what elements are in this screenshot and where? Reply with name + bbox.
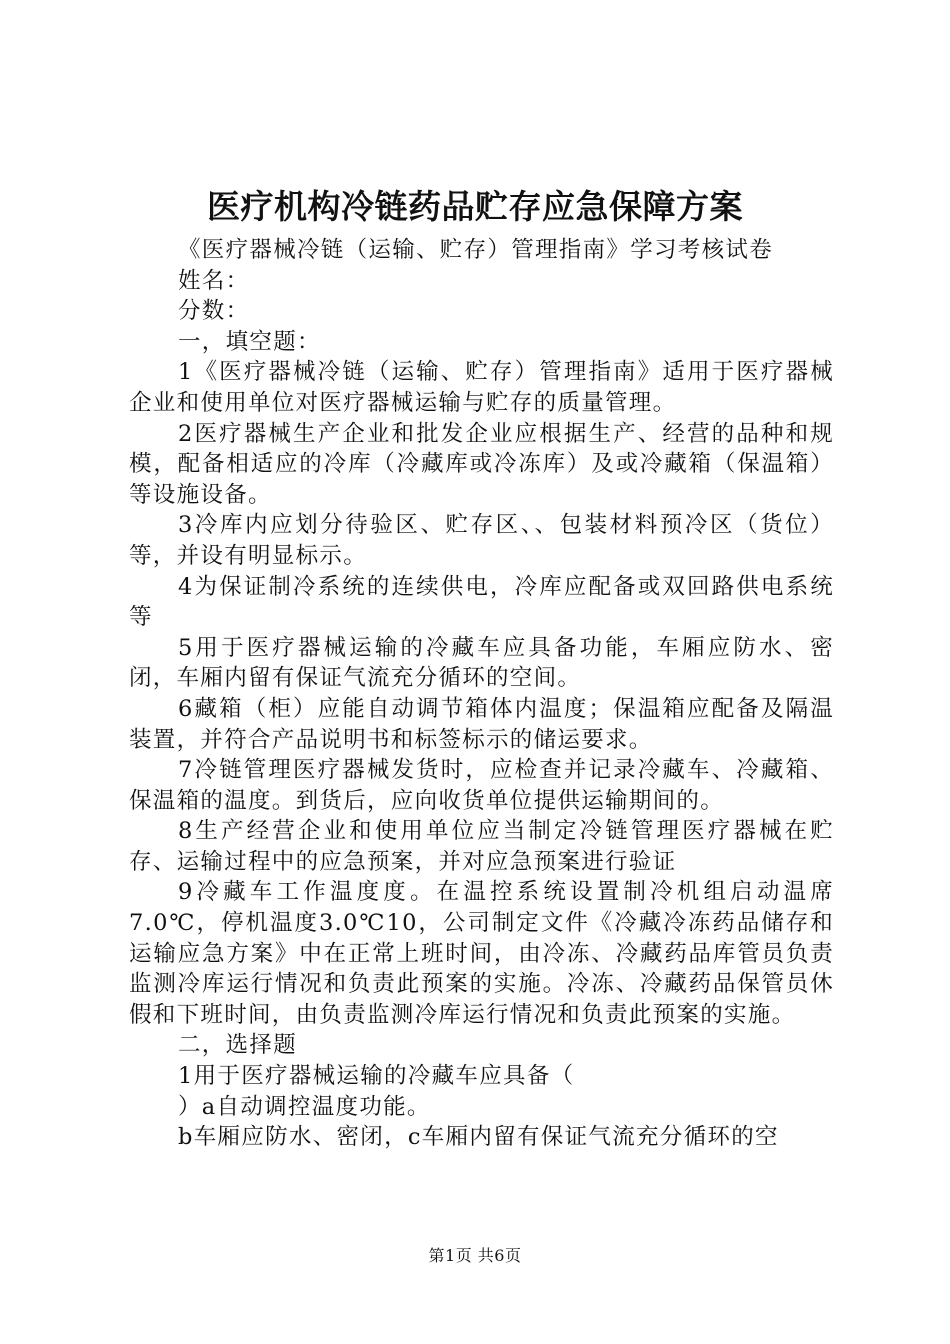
paragraph: 1用于医疗器械运输的冷藏车应具备（ (178, 1063, 575, 1090)
paragraph: 3冷库内应划分待验区、贮存区、、包装材料预冷区（货位）等，并设有明显标示。 (129, 512, 834, 569)
paragraph: ）a自动调控温度功能。 (178, 1093, 431, 1120)
paragraph: 二，选择题 (178, 1032, 298, 1059)
paragraph: 9冷藏车工作温度度。在温控系统设置制冷机组启动温席7.0℃，停机温度3.0℃10，公司制定文件《冷藏冷冻药品储存和运输应急方案》中在正常上班时间，由冷冻、冷藏药品库管员负责监测冷库运行情况和负责此预案的实施。冷冻、冷藏药品保管员休假和下班时间，由负责监测冷库运行情况和负责此预案的实施。 (129, 879, 834, 1028)
paragraph: 1《医疗器械冷链（运输、贮存）管理指南》适用于医疗器械企业和使用单位对医疗器械运输与贮存的质量管理。 (129, 359, 834, 416)
paragraph: 4为保证制冷系统的连续供电，冷库应配备或双回路供电系统等 (129, 573, 834, 631)
paragraph: 7冷链管理医疗器械发货时，应检查并记录冷藏车、冷藏箱、保温箱的温度。到货后，应向收货单位提供运输期间的。 (129, 757, 834, 814)
paragraph: 6藏箱（柜）应能自动调节箱体内温度；保温箱应配备及隔温装置，并符合产品说明书和标签标示的储运要求。 (129, 695, 834, 753)
page-footer: 第1页 共6页 (428, 1246, 522, 1265)
paragraph: 《医疗器械冷链（运输、贮存）管理指南》学习考核试卷 (178, 237, 774, 263)
paragraph: 5用于医疗器械运输的冷藏车应具备功能，车厢应防水、密闭，车厢内留有保证气流充分循环的空间。 (129, 634, 834, 692)
paragraph: b车厢应防水、密闭，c车厢内留有保证气流充分循环的空 (178, 1124, 779, 1151)
paragraph: 2医疗器械生产企业和批发企业应根据生产、经营的品种和规模，配备相适应的冷库（冷藏库或冷冻库）及或冷藏箱（保温箱）等设施设备。 (129, 420, 834, 508)
paragraph: 一，填空题： (178, 328, 321, 355)
paragraph: 姓名： (178, 267, 250, 294)
paragraph: 8生产经营企业和使用单位应当制定冷链管理医疗器械在贮存、运输过程中的应急预案，并对应急预案进行验证 (129, 818, 834, 875)
document-title: 医疗机构冷链药品贮存应急保障方案 (207, 187, 743, 226)
document-body (129, 235, 834, 1153)
paragraph: 分数： (178, 298, 250, 325)
